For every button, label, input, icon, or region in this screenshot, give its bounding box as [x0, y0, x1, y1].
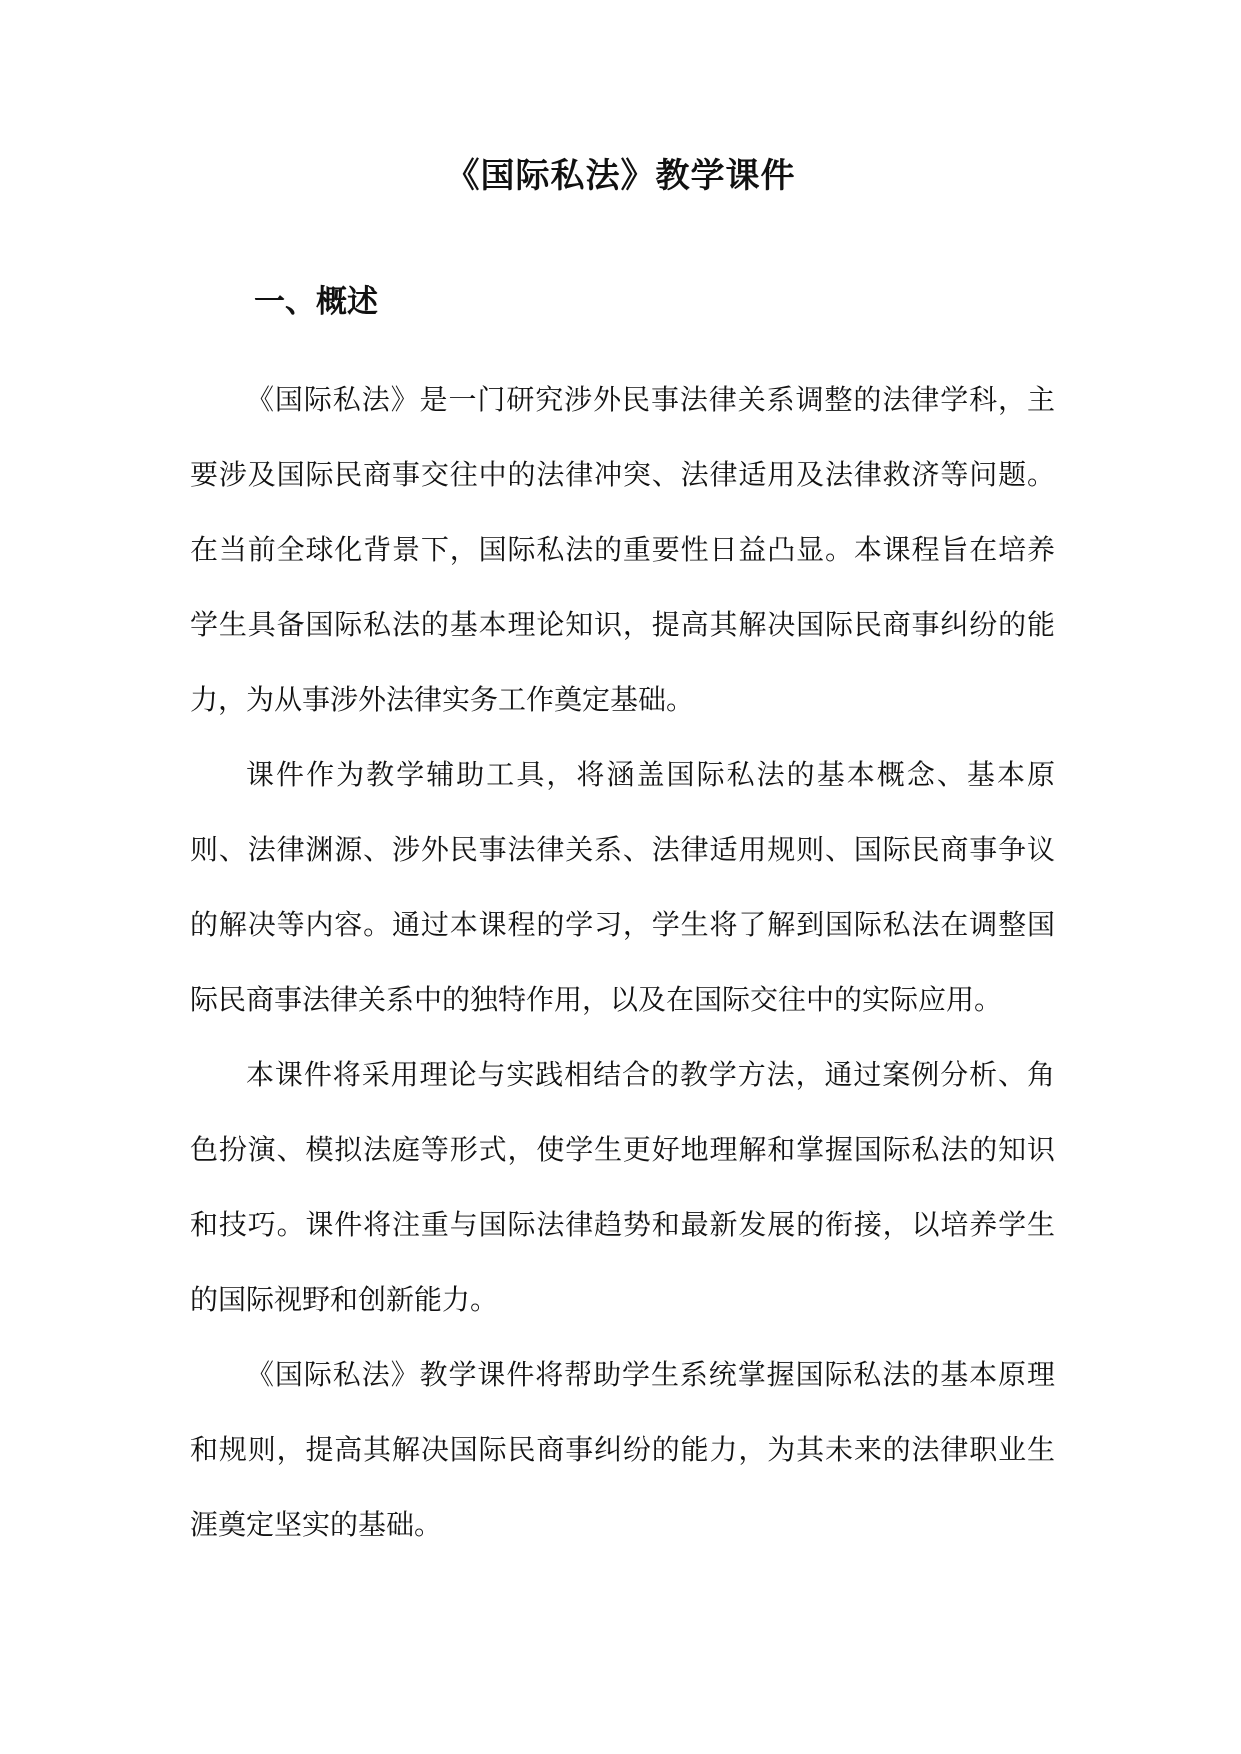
paragraph-3: 本课件将采用理论与实践相结合的教学方法，通过案例分析、角色扮演、模拟法庭等形式，使学生更好地理解和掌握国际私法的知识和技巧。课件将注重与国际法律趋势和最新发展的衔接，以培养学生的国际视野和创新能力。: [190, 1058, 1055, 1316]
paragraph-2: 课件作为教学辅助工具，将涵盖国际私法的基本概念、基本原则、法律渊源、涉外民事法律关系、法律适用规则、国际民商事争议的解决等内容。通过本课程的学习，学生将了解到国际私法在调整国际民商事法律关系中的独特作用，以及在国际交往中的实际应用。: [190, 758, 1055, 1016]
section-heading: 一、概述: [254, 284, 378, 320]
paragraph-4: 《国际私法》教学课件将帮助学生系统掌握国际私法的基本原理和规则，提高其解决国际民商事纠纷的能力，为其未来的法律职业生涯奠定坚实的基础。: [190, 1358, 1055, 1541]
section-body: [190, 362, 1055, 1562]
paragraph-1: 《国际私法》是一门研究涉外民事法律关系调整的法律学科，主要涉及国际民商事交往中的法律冲突、法律适用及法律救济等问题。在当前全球化背景下，国际私法的重要性日益凸显。本课程旨在培养学生具备国际私法的基本理论知识，提高其解决国际民商事纠纷的能力，为从事涉外法律实务工作奠定基础。: [190, 383, 1055, 716]
document-title: 《国际私法》教学课件: [445, 156, 796, 196]
